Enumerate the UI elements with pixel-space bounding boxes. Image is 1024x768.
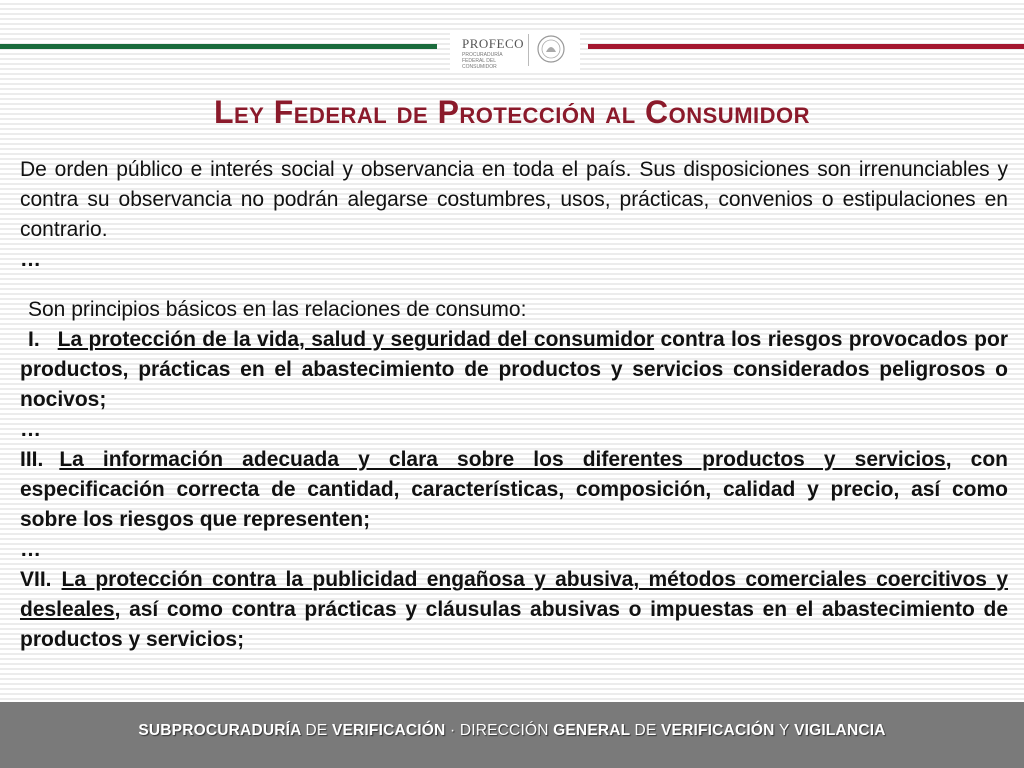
footer-word: Y (779, 722, 790, 739)
item-number: VII. (20, 568, 52, 591)
footer-word: VERIFICACIÓN (661, 722, 775, 739)
footer-word: DE (634, 722, 657, 739)
principle-item-1 (20, 325, 1008, 415)
ellipsis-1: … (20, 248, 41, 271)
header-red-bar (588, 44, 1024, 49)
footer-word: · DIRECCIÓN (449, 722, 549, 739)
item-number: III. (20, 448, 44, 471)
principle-item-7 (20, 565, 1008, 655)
footer-word: SUBPROCURADURÍA (138, 722, 301, 739)
ellipsis-2: … (20, 418, 41, 441)
item-text: , con especificación correcta de cantidad, características, composición, calidad y precio, así como sobre los riesgos que representen; (20, 448, 1008, 531)
footer-text (0, 722, 1024, 740)
item-text: contra los riesgos provocados por productos, prácticas en el abastecimiento de productos y servicios considerados peligrosos o nocivos; (20, 328, 1008, 411)
footer-word: VERIFICACIÓN (331, 722, 446, 739)
item-text: , así como contra prácticas y cláusulas abusivas o impuestas en el abastecimiento de productos y servicios; (20, 598, 1008, 651)
item-underlined-text: La información adecuada y clara sobre los diferentes productos y servicios (59, 448, 946, 471)
intro-paragraph: De orden público e interés social y observancia en toda el país. Sus disposiciones son irrenunciables y contra su observancia no podrán alegarse costumbres, usos, prácticas, convenios o estipulaciones en contrario. (20, 158, 1008, 241)
document-body (20, 155, 1008, 655)
footer-word: DE (305, 722, 328, 739)
logo-subtext: PROCURADURÍA FEDERAL DEL CONSUMIDOR (462, 52, 503, 70)
item-number: I. (28, 328, 40, 351)
principles-lead: Son principios básicos en las relaciones de consumo: (28, 298, 527, 321)
principle-item-3 (20, 445, 1008, 535)
logo-divider (528, 34, 529, 66)
item-underlined-text: La protección de la vida, salud y seguridad del consumidor (57, 328, 655, 351)
item-underlined-text: La protección contra la publicidad engañosa y abusiva, métodos comerciales coercitivos y desleales (20, 568, 1008, 621)
footer-word: VIGILANCIA (794, 722, 886, 739)
header-logo (450, 30, 580, 70)
header-green-bar (0, 44, 437, 49)
footer-word: GENERAL (553, 722, 631, 739)
page-title: Ley Federal de Protección al Consumidor (213, 94, 811, 130)
footer-bar (0, 702, 1024, 768)
logo-text: PROFECO (462, 36, 525, 51)
national-seal-icon (536, 34, 566, 64)
ellipsis-3: … (20, 538, 41, 561)
